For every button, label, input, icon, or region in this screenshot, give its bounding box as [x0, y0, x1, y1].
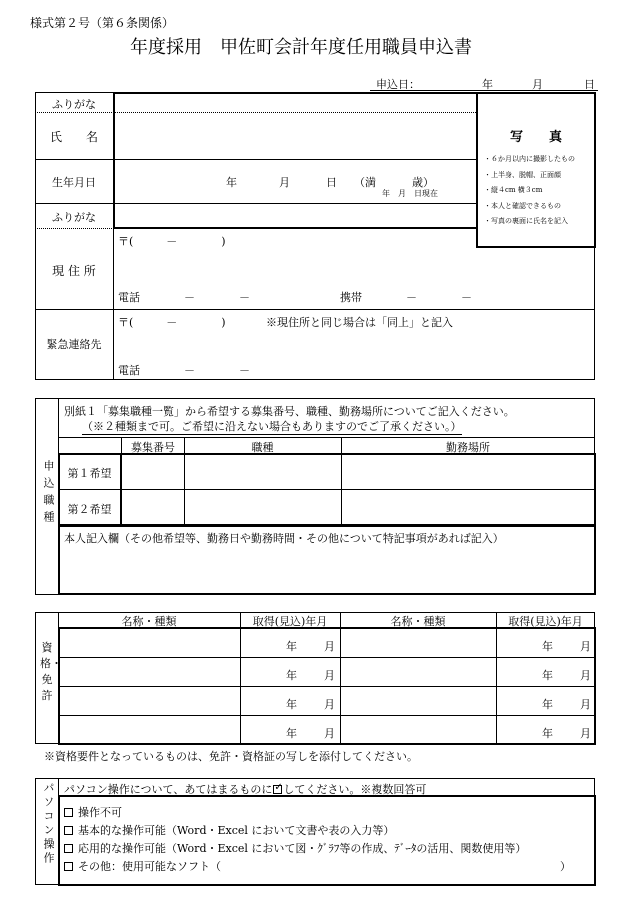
page-title: 年度採用 甲佐町会計年度任用職員申込書 [130, 37, 472, 58]
pc-option-basic[interactable]: 基本的な操作可能（Word・Excel において文書や表の入力等） [64, 822, 526, 840]
license-col-date-left: 取得(見込)年月 [252, 615, 328, 628]
license-name-input[interactable] [59, 629, 239, 657]
remarks-box[interactable] [58, 525, 596, 595]
license-note: ※資格要件となっているものは、免許・資格証の写しを添付してください。 [44, 750, 418, 763]
pc-other-close-paren: ） [560, 860, 571, 873]
license-col-name-right: 名称・種類 [390, 615, 446, 628]
checkbox-icon[interactable] [64, 826, 73, 835]
pc-option-advanced[interactable]: 応用的な操作可能（Word・Excel において図・ｸﾞﾗﾌ等の作成、ﾃﾞｰﾀの活用、関数使用等） [64, 840, 526, 858]
position-side-label: 申込職種 [42, 460, 55, 528]
license-name-input[interactable] [59, 687, 239, 715]
choice-2-place-input[interactable] [342, 490, 594, 524]
col-number: 募集番号 [131, 441, 175, 454]
emergency-input[interactable]: 〒( － ) ※現住所と同じ場合は「同上」と記入 電話 － － [118, 316, 453, 377]
apply-day: 日 [584, 78, 595, 91]
apply-date-label: 申込日： [376, 78, 420, 91]
license-col-date-right: 取得(見込)年月 [508, 615, 583, 628]
birthdate-input[interactable]: 年 月 日 （満 歳） 年 月 日現在 [226, 176, 438, 198]
photo-notes: ・６か月以内に撮影したもの ・上半身、脱帽、正面顔 ・縦４cm 横３cm ・本人と確認できるもの ・写真の裏面に氏名を記入 [484, 155, 575, 225]
license-name-input[interactable] [341, 687, 495, 715]
choice-1-type-input[interactable] [185, 455, 340, 488]
furigana2-label: ふりがな [52, 211, 96, 224]
checkbox-icon[interactable] [64, 844, 73, 853]
license-date-input[interactable]: 年 月 [286, 669, 335, 682]
emergency-label: 緊急連絡先 [46, 338, 102, 351]
pc-option-none[interactable]: 操作不可 [64, 804, 526, 822]
license-date-input[interactable]: 年 月 [286, 640, 335, 653]
license-date-input[interactable]: 年 月 [542, 727, 591, 740]
license-date-input[interactable]: 年 月 [286, 727, 335, 740]
license-name-input[interactable] [59, 658, 239, 686]
remarks-label: 本人記入欄（その他希望等、勤務日や勤務時間・その他について特記事項があれば記入） [64, 532, 504, 545]
pc-options [64, 804, 526, 876]
name-label: 氏 名 [49, 130, 98, 144]
photo-box[interactable] [476, 92, 596, 248]
checkbox-icon[interactable] [64, 808, 73, 817]
choice-2-type-input[interactable] [185, 490, 340, 524]
license-name-input[interactable] [341, 716, 495, 744]
apply-month: 月 [532, 78, 543, 91]
license-name-input[interactable] [341, 629, 495, 657]
apply-date-line [370, 76, 598, 91]
license-col-name-left: 名称・種類 [121, 615, 177, 628]
position-instruction-1: 別紙１「募集職種一覧」から希望する募集番号、職種、勤務場所についてご記入ください。 [64, 405, 515, 418]
license-name-input[interactable] [341, 658, 495, 686]
col-type: 職種 [251, 441, 274, 454]
choice-1-number-input[interactable] [123, 455, 183, 488]
pc-instruction: パソコン操作について、あてはまるものに ✓ してください。※複数回答可 [64, 782, 427, 796]
license-date-input[interactable]: 年 月 [542, 698, 591, 711]
license-name-input[interactable] [59, 716, 239, 744]
furigana-label: ふりがな [52, 98, 96, 111]
license-date-input[interactable]: 年 月 [286, 698, 335, 711]
choice-1-place-input[interactable] [342, 455, 594, 488]
apply-year: 年 [482, 78, 493, 91]
as-of-date: 年 月 日現在 [382, 189, 438, 198]
pc-option-other[interactable]: その他：使用可能なソフト（ [64, 858, 526, 876]
license-side-label: 資格・免許 [40, 641, 62, 702]
choice-2-label: 第２希望 [67, 503, 112, 516]
photo-title: 写 真 [509, 130, 562, 145]
check-mark-icon: ✓ [274, 782, 283, 793]
license-date-input[interactable]: 年 月 [542, 640, 591, 653]
license-date-input[interactable]: 年 月 [542, 669, 591, 682]
address-label: 現 住 所 [52, 264, 96, 278]
choice-2-number-input[interactable] [123, 490, 183, 524]
col-place: 勤務場所 [446, 441, 490, 454]
birth-label: 生年月日 [52, 176, 96, 189]
pc-side-label: パソコン操作 [42, 782, 55, 866]
position-instruction-2: （※２種類まで可。ご希望に沿えない場合もありますのでご了承ください。） [82, 420, 462, 433]
name-input[interactable] [114, 113, 476, 158]
address-input[interactable]: 〒( － ) 電話 － － 携帯 － － [118, 235, 472, 304]
form-number: 様式第２号（第６条関係） [30, 16, 175, 30]
checkbox-icon[interactable] [64, 862, 73, 871]
choice-1-label: 第１希望 [67, 467, 112, 480]
